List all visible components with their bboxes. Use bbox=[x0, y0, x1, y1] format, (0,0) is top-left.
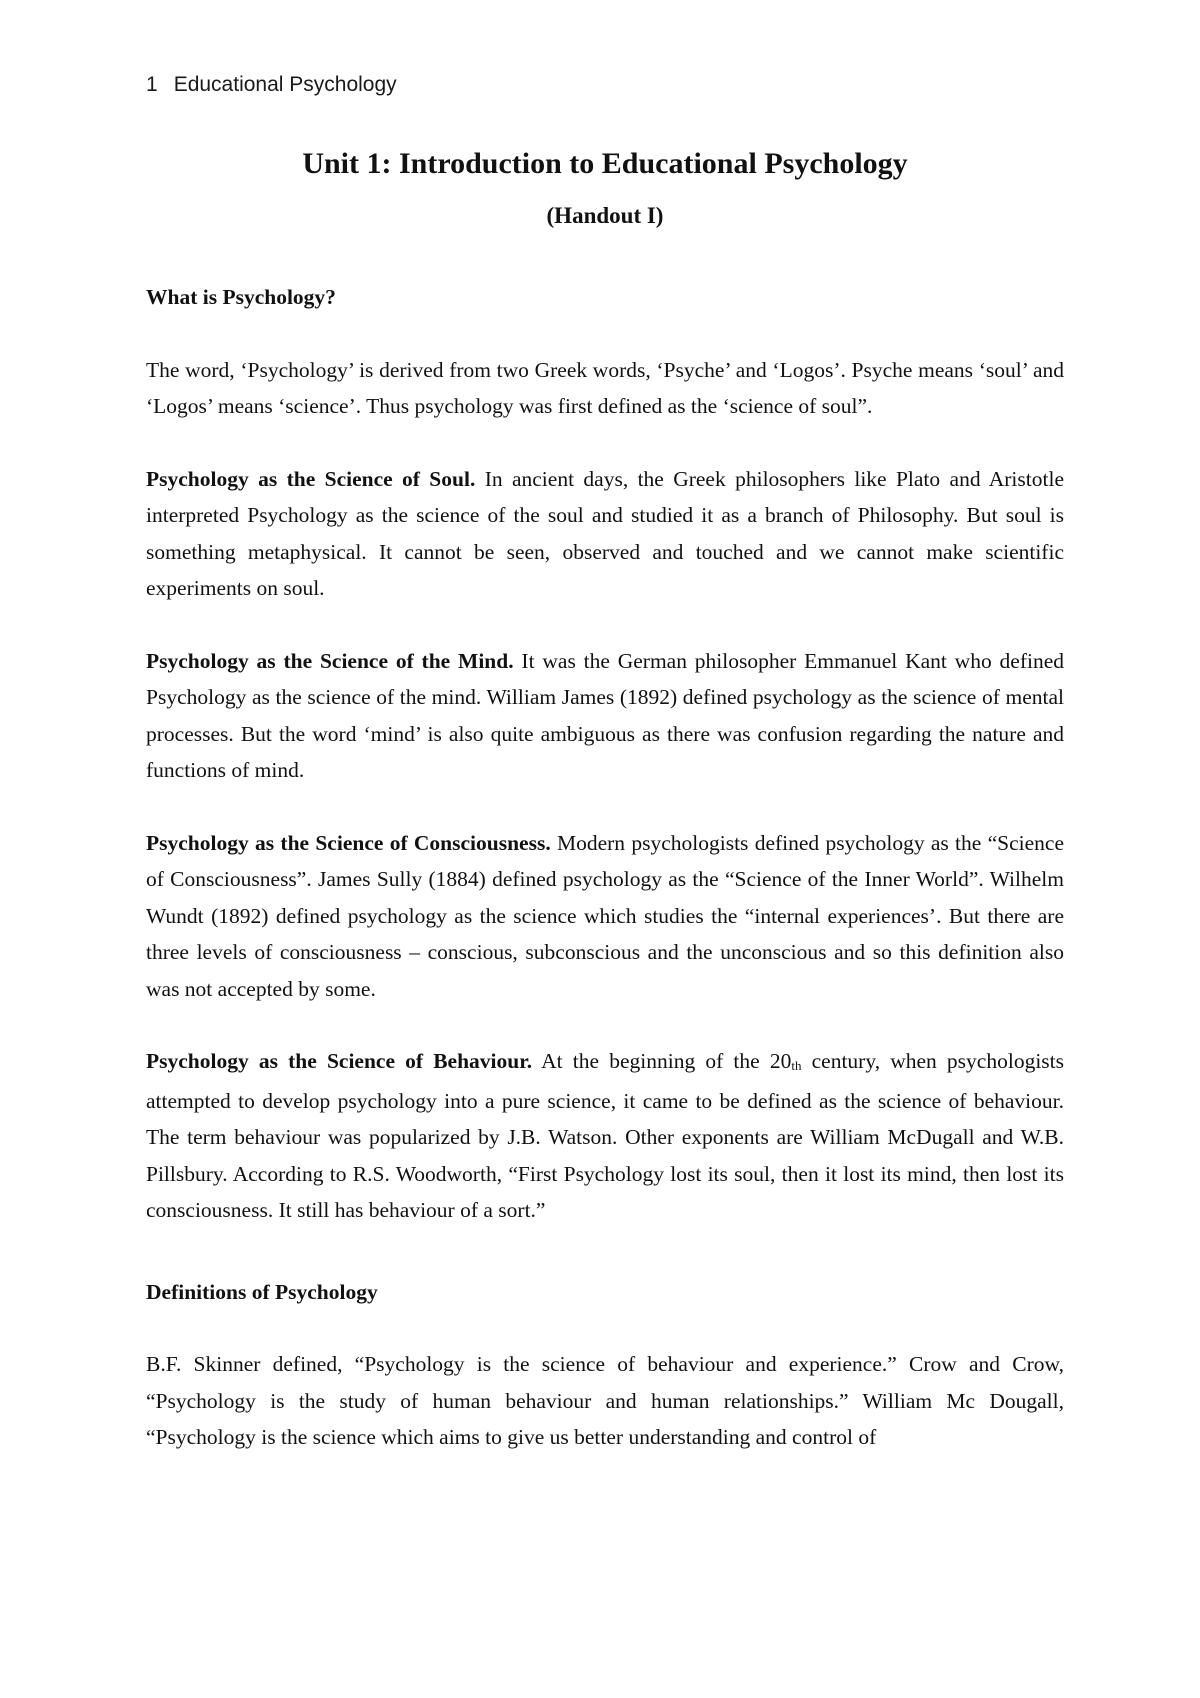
paragraph-science-of-behaviour bbox=[146, 1043, 1064, 1229]
paragraph-lead: Psychology as the Science of Consciousness. bbox=[146, 830, 551, 855]
intro-paragraph: The word, ‘Psychology’ is derived from two Greek words, ‘Psyche’ and ‘Logos’. Psyche means ‘soul’ and ‘Logos’ means ‘science’. Thus psychology was first defined as the ‘science of soul”. bbox=[146, 357, 1064, 418]
paragraph-body: It was the German philosopher Emmanuel Kant who defined Psychology as the science of the mind. William James (1892) defined psychology as the science of mental processes. But the word ‘mind’ is also quite ambiguous as there was confusion regarding the nature and functions of mind. bbox=[146, 648, 1065, 782]
paragraph-lead: Psychology as the Science of the Mind. bbox=[146, 648, 514, 673]
definitions-paragraph: B.F. Skinner defined, “Psychology is the science of behaviour and experience.” Crow and Crow, “Psychology is the study of human behaviour and human relationships.” William Mc Dougall, “Psychology is the science which aims to give us better understanding and control of bbox=[146, 1352, 1064, 1449]
paragraph-body: At the beginning of the 20 bbox=[532, 1049, 792, 1073]
section-heading-definitions: Definitions of Psychology bbox=[146, 1279, 378, 1304]
ordinal-suffix: th bbox=[791, 1058, 802, 1073]
document-title: Unit 1: Introduction to Educational Psychology bbox=[302, 147, 908, 180]
paragraph-science-of-mind bbox=[146, 643, 1064, 789]
section-heading-what-is-psychology: What is Psychology? bbox=[146, 285, 336, 309]
paragraph-body: In ancient days, the Greek philosophers like Plato and Aristotle interpreted Psychology as the science of the soul and studied it as a branch of Philosophy. But soul is something metaphysical. It cannot be seen, observed and touched and we cannot make scientific experiments on soul. bbox=[146, 466, 1064, 600]
paragraph-science-of-consciousness bbox=[146, 825, 1064, 1008]
page-number: 1 bbox=[146, 73, 158, 96]
paragraph-body: Modern psychologists defined psychology as the “Science of Consciousness”. James Sully (1884) defined psychology as the “Science of the Inner World”. Wilhelm Wundt (1892) defined psychology as the science which studies the “internal experiences’. But there are three levels of consciousness – conscious, subconscious and the unconscious and so this definition also was not accepted by some. bbox=[146, 830, 1064, 1001]
paragraph-lead: Psychology as the Science of Behaviour. bbox=[146, 1049, 533, 1073]
running-title: Educational Psychology bbox=[173, 73, 397, 96]
paragraph-lead: Psychology as the Science of Soul. bbox=[146, 466, 476, 491]
running-header bbox=[146, 73, 397, 97]
document-body bbox=[146, 142, 1064, 1456]
paragraph-science-of-soul bbox=[146, 461, 1064, 607]
document-subtitle: (Handout I) bbox=[546, 203, 664, 228]
paragraph-body-continued: century, when psychologists attempted to develop psychology into a pure science, it came to be defined as the science of behaviour. The term behaviour was popularized by J.B. Watson. Other exponents are William McDugall and W.B. Pillsbury. According to R.S. Woodworth, “First Psychology lost its soul, then it lost its mind, then lost its consciousness. It still has behaviour of a sort.” bbox=[146, 1049, 1064, 1222]
